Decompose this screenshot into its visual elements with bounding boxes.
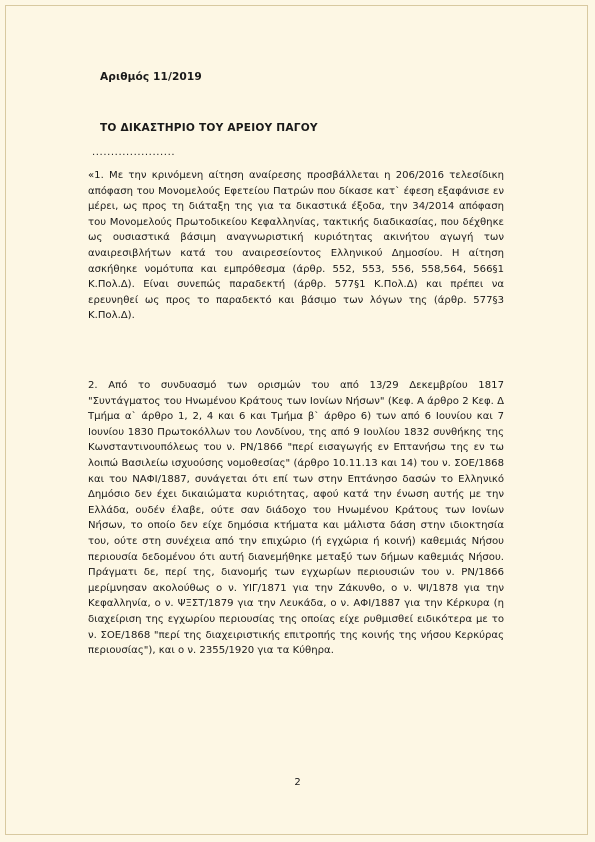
court-title: ΤΟ ΔΙΚΑΣΤΗΡΙΟ ΤΟΥ ΑΡΕΙΟΥ ΠΑΓΟΥ: [100, 122, 318, 134]
page-number: 2: [294, 777, 301, 788]
omission-separator: ......................: [92, 147, 176, 158]
paragraph-1: «1. Με την κρινόμενη αίτηση αναίρεσης προσβάλλεται η 206/2016 τελεσίδικη απόφαση του Μονομελούς Εφετείου Πατρών που δίκασε κατ` έφεση εξαφάνισε εν μέρει, ως προς τη διάταξη της για τα δικαστικά έξοδα, την 34/2014 απόφαση του Μονομελούς Πρωτοδικείου Κεφαλληνίας, τακτικής διαδικασίας, που δέχθηκε ως ουσιαστικά βάσιμη αναγνωριστική κυριότητας ακινήτου αγωγή των αναιρεσιβλήτων κατά του αναιρεσείοντος Ελληνικού Δημοσίου. Η αίτηση ασκήθηκε νομότυπα και εμπρόθεσμα (άρθρ. 552, 553, 556, 558,564, 566§1 Κ.Πολ.Δ). Είναι συνεπώς παραδεκτή (άρθρ. 577§1 Κ.Πολ.Δ) και πρέπει να ερευνηθεί ως προς το παραδεκτό και βάσιμο των λόγων της (άρθρ. 577§3 Κ.Πολ.Δ).: [88, 170, 504, 322]
decision-number: Αριθμός 11/2019: [100, 71, 202, 83]
paragraph-2: 2. Από το συνδυασμό των ορισμών του από 13/29 Δεκεμβρίου 1817 "Συντάγματος του Ηνωμένου Κράτους των Ιονίων Νήσων" (Κεφ. Α άρθρο 2 Κεφ. Δ Τμήμα α` άρθρο 1, 2, 4 και 6 και Τμήμα β` άρθρο 6) των από 6 Ιουνίου και 7 Ιουνίου 1830 Πρωτοκόλλων του Λονδίνου, της από 9 Ιουλίου 1832 συνθήκης της Κωνσταντινουπόλεως του ν. ΡΝ/1866 "περί εισαγωγής εν Επτανήσω της εν τω λοιπώ Βασιλείω ισχυούσης νομοθεσίας" (άρθρο 10.11.13 και 14) του ν. ΣΟΕ/1868 και του ΝΑΦΙ/1887, συνάγεται ότι επί των στην Επτάνησο δασών το Ελληνικό Δημόσιο δεν έχει δικαιώματα κυριότητας, αφού κατά την ένωση αυτής με την Ελλάδα, ουδέν έλαβε, ούτε σαν διάδοχο του Ηνωμένου Κράτους των Ιονίων Νήσων, το οποίο δεν είχε δημόσια κτήματα και μάλιστα δάση στην ιδιοκτησία του, ούτε στη συνέχεια από την επιχώριο (ή εγχώρια ή κοινή) καθεμιάς Νήσου περιουσία δεδομένου ότι αυτή διανεμήθηκε μεταξύ των δήμων καθεμιάς Νήσου. Πράγματι δε, περί της, διανομής των εγχωρίων περιουσιών του ν. ΡΝ/1866 μερίμνησαν ακολούθως ο ν. ΥΙΓ/1871 για την Ζάκυνθο, ο ν. ΨΙ/1878 για την Κεφαλληνία, ο ν. ΨΞΣΤ/1879 για την Λευκάδα, ο ν. ΑΦΙ/1887 για την Κέρκυρα (η διαχείριση της εγχωρίου περιουσίας της οποίας είχε ρυθμισθεί ειδικότερα με το ν. ΣΟΕ/1868 "περί της διαχειριστικής επιτροπής της κοινής της νήσου Κερκύρας περιουσίας"), και ο ν. 2355/1920 για τα Κύθηρα.: [88, 380, 504, 657]
